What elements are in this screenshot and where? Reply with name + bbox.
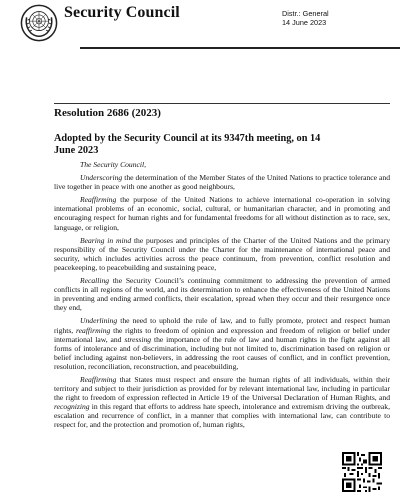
- paragraph: [54, 276, 390, 312]
- paragraph-text: that States must respect and ensure the human rights of all individuals, within their territory and subject to their jurisdiction as provided for by relevant international law, including in particular the right to freedom of expression reflected in Article 19 of the Universal Declaration of Human Rights, and: [54, 374, 390, 403]
- document-header: [20, 2, 390, 54]
- paragraph-lead: Underlining: [80, 316, 118, 326]
- paragraph: [54, 375, 390, 430]
- paragraph-lead: Underscoring: [80, 173, 123, 183]
- un-emblem-icon: [20, 4, 58, 42]
- title-divider: [54, 103, 390, 104]
- paragraph-lead: recognizing: [54, 402, 90, 412]
- opening-text: The Security Council,: [80, 160, 147, 169]
- paragraph-text: the need to uphold the rule of law, and to fully promote, protect and respect human rights,: [54, 316, 390, 335]
- paragraph-lead: Recalling: [80, 276, 110, 286]
- paragraph-text: the Security Council’s continuing commitment to addressing the prevention of armed conflicts in all regions of the world, and its determination to enhance the effectiveness of the United Nations in preventing and ending armed conflicts, their escalation, spread when they occur and their resurgence once they end,: [54, 276, 390, 313]
- paragraph-lead: Reaffirming: [80, 195, 117, 205]
- paragraph-lead: Reaffirming: [80, 374, 117, 384]
- paragraph: [54, 316, 390, 371]
- paragraph-text: in this regard that efforts to address hate speech, intolerance and extremism driving the outbreak, escalation and recurrence of conflict, in a manner that complies with international law, can contribute to respect for, and the protection and promotion of, human rights,: [54, 402, 390, 430]
- paragraph-text: the rights to freedom of opinion and expression and freedom of religion or belief under international law, and: [54, 325, 390, 344]
- paragraph: [54, 195, 390, 231]
- adoption-statement: Adopted by the Security Council at its 9347th meeting, on 14 June 2023: [54, 133, 321, 156]
- qr-code-icon: [342, 452, 382, 492]
- opening-line: [54, 160, 390, 169]
- paragraph-text: the importance of the rule of law and human rights in the fight against all forms of intolerance and of discrimination, including but not limited to, discrimination based on religion or belief including against non-believers, in addressing the root causes of conflict, and in conflict prevention, resolution, reconciliation, reconstruction, and peacebuilding,: [54, 334, 390, 371]
- paragraph-lead: stressing: [124, 334, 152, 344]
- document-body: [54, 160, 390, 434]
- paragraph-lead: Bearing in mind: [80, 235, 132, 245]
- header-divider: [80, 47, 400, 49]
- paragraph-text: the purposes and principles of the Charter of the United Nations and the primary responsibility of the Security Council under the Charter for the maintenance of international peace and security, which includes activities across the peace continuum, from prevention, conflict resolution and peacekeeping, to peacebuilding and sustaining peace,: [54, 235, 391, 272]
- document-date: 14 June 2023: [282, 18, 327, 27]
- paragraph: [54, 236, 390, 272]
- paragraph-text: the purpose of the United Nations to achieve international co-operation in solving international problems of an economic, social, cultural, or humanitarian character, and in promoting and encouraging respect for human rights and for fundamental freedoms for all without distinction as to race, sex, language, or religion,: [54, 195, 390, 232]
- paragraph-text: the determination of the Member States of the United Nations to practice tolerance and live together in peace with one another as good neighbours,: [54, 173, 390, 192]
- resolution-title: Resolution 2686 (2023): [54, 107, 161, 119]
- paragraph: [54, 173, 390, 191]
- paragraph-lead: reaffirming: [75, 325, 111, 335]
- distribution-label: Distr.: General: [282, 9, 329, 18]
- organization-name: Security Council: [64, 4, 180, 21]
- distribution-info: [282, 9, 329, 27]
